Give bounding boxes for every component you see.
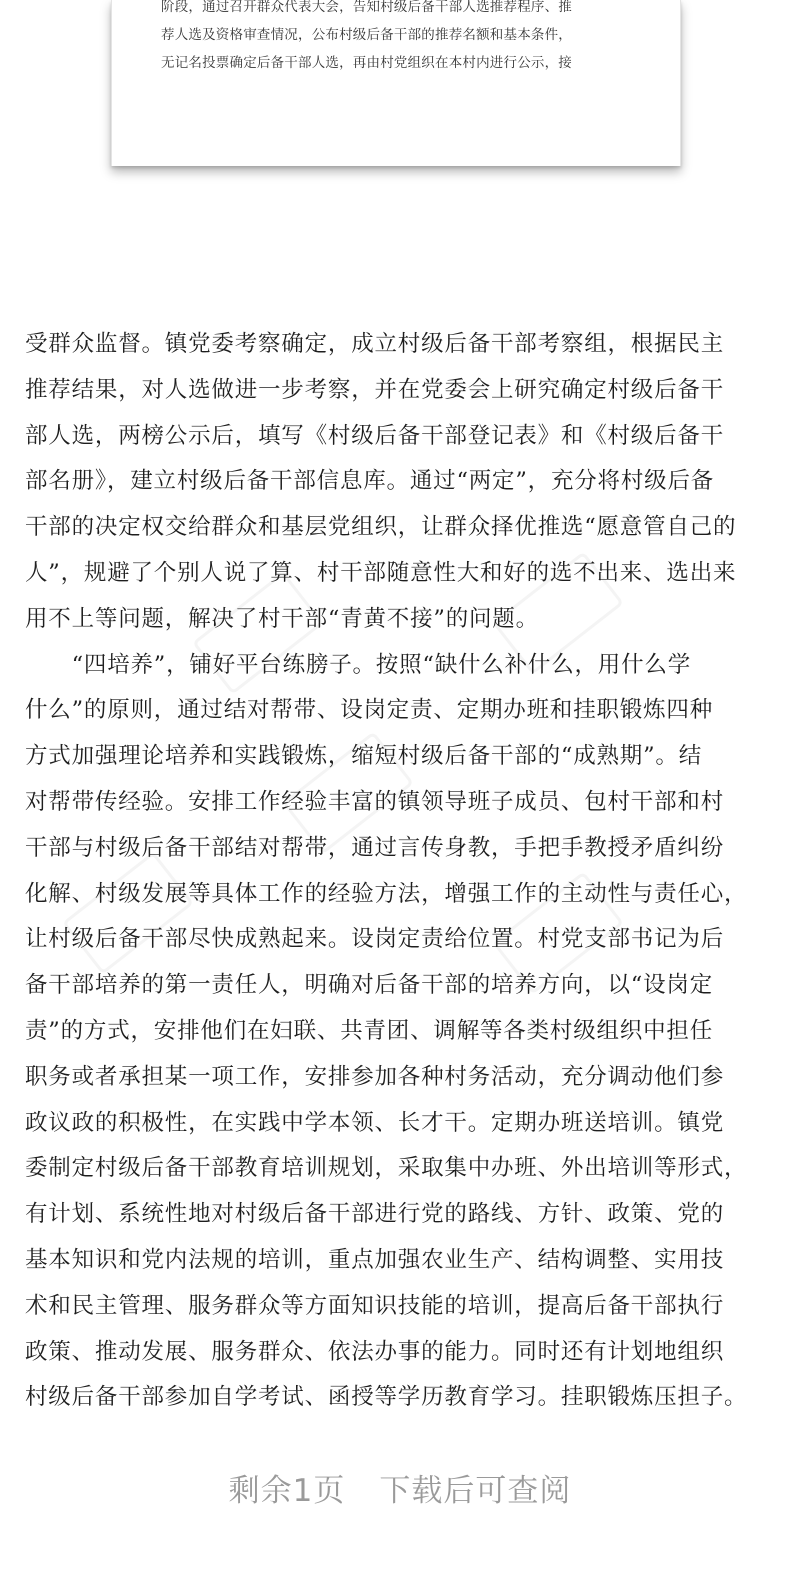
document-body [25,322,785,1421]
body-line: “四培养”，铺好平台练膀子。按照“缺什么补什么，用什么学 [25,651,692,678]
download-to-view-label[interactable]: 下载后可查阅 [379,1473,572,1509]
body-line: 基本知识和党内法规的培训，重点加强农业生产、结构调整、实用技 [25,1246,725,1273]
body-line: 推荐结果，对人选做进一步考察，并在党委会上研究确定村级后备干 [25,376,725,403]
body-line: 人”，规避了个别人说了算、村干部随意性大和好的选不出来、选出来 [25,559,737,586]
preview-page-card [111,0,681,166]
body-line: 备干部培养的第一责任人，明确对后备干部的培养方向，以“设岗定 [25,972,714,999]
body-line: 干部与村级后备干部结对帮带，通过言传身教，手把手教授矛盾纠纷 [25,834,725,861]
body-line: 干部的决定权交给群众和基层党组织，让群众择优推选“愿意管自己的 [25,514,737,541]
body-line: 政议政的积极性，在实践中学本领、长才干。定期办班送培训。镇党 [25,1109,725,1136]
remaining-pages-label: 剩余1页 [228,1473,346,1509]
body-line: 受群众监督。镇党委考察确定，成立村级后备干部考察组，根据民主 [25,331,725,357]
body-line: 职务或者承担某一项工作，安排参加各种村务活动，充分调动他们参 [25,1063,725,1090]
preview-line: 荐人选及资格审查情况，公布村级后备干部的推荐名额和基本条件， [161,27,572,43]
body-line: 委制定村级后备干部教育培训规划，采取集中办班、外出培训等形式， [25,1155,748,1182]
body-line: 用不上等问题，解决了村干部“青黄不接”的问题。 [25,605,539,632]
body-line: 政策、推动发展、服务群众、依法办事的能力。同时还有计划地组织 [25,1338,725,1365]
body-line: 部名册》，建立村级后备干部信息库。通过“两定”，充分将村级后备 [25,468,715,495]
preview-line: 阶段，通过召开群众代表大会，告知村级后备干部人选推荐程序、推 [161,0,572,15]
body-line: 村级后备干部参加自学考试、函授等学历教育学习。挂职锻炼压担子。 [25,1384,748,1411]
body-line: 责”的方式，安排他们在妇联、共青团、调解等各类村级组织中担任 [25,1017,714,1044]
body-line: 让村级后备干部尽快成熟起来。设岗定责给位置。村党支部书记为后 [25,926,725,953]
body-line: 什么”的原则，通过结对帮带、设岗定责、定期办班和挂职锻炼四种 [25,697,714,724]
download-prompt[interactable] [0,1465,800,1510]
body-line: 方式加强理论培养和实践锻炼，缩短村级后备干部的“成熟期”。结 [25,743,703,770]
body-line: 部人选，两榜公示后，填写《村级后备干部登记表》和《村级后备干 [25,422,725,449]
body-line: 有计划、系统性地对村级后备干部进行党的路线、方针、政策、党的 [25,1201,725,1228]
preview-line: 无记名投票确定后备干部人选，再由村党组织在本村内进行公示，接 [161,55,572,71]
body-line: 术和民主管理、服务群众等方面知识技能的培训，提高后备干部执行 [25,1292,725,1319]
body-line: 化解、村级发展等具体工作的经验方法，增强工作的主动性与责任心， [25,880,748,907]
body-line: 对帮带传经验。安排工作经验丰富的镇领导班子成员、包村干部和村 [25,788,725,815]
